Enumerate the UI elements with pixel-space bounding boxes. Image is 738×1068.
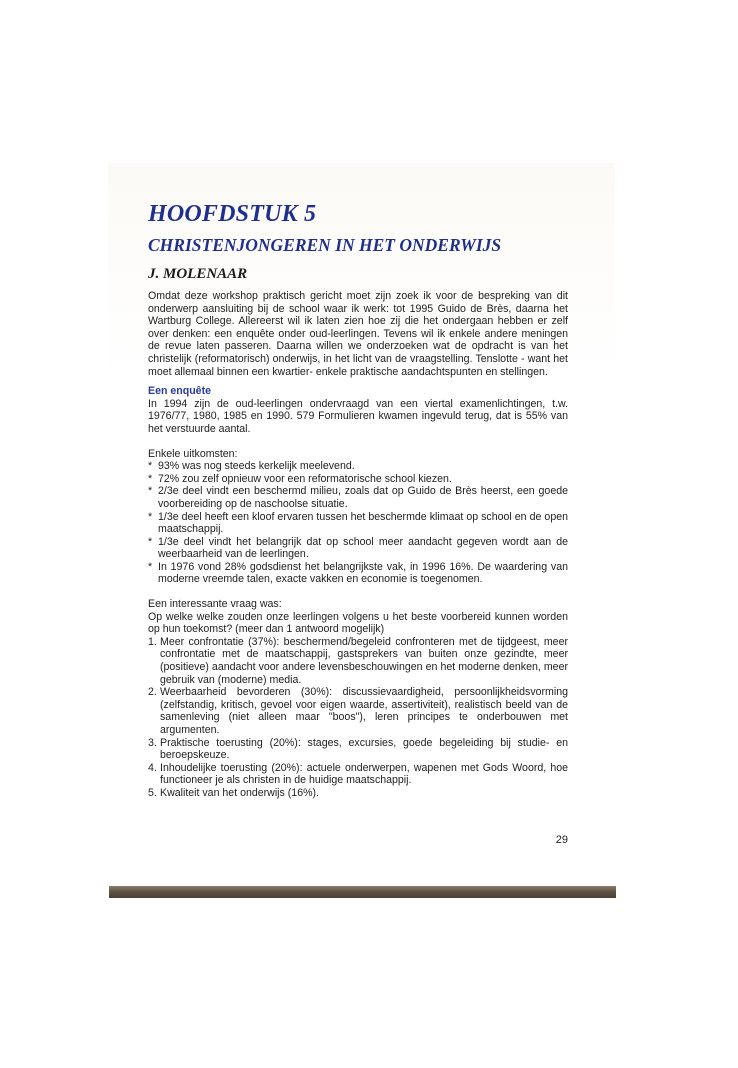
chapter-title: HOOFDSTUK 5 (148, 201, 317, 227)
list-item-text: 1/3e deel heeft een kloof ervaren tussen het beschermde klimaat op school en de open maatschappij. (158, 510, 568, 536)
section-heading: Een enquête (148, 385, 211, 398)
list-item (148, 762, 568, 787)
list-item-text: In 1976 vond 28% godsdienst het belangrijkste vak, in 1996 16%. De waardering van moderne vreemde talen, exacte vakken en economie is toegenomen. (158, 560, 568, 586)
survey-paragraph: In 1994 zijn de oud-leerlingen ondervraagd van een viertal examenlichtingen, t.w. 1976/77, 1980, 1985 en 1990. 579 Formulieren kwamen ingevuld terug, dat is 55% van het verstuurde aantal. (148, 397, 568, 435)
author-name: J. MOLENAAR (148, 266, 248, 282)
item-number: 3. (148, 736, 157, 749)
list-item-text: 1/3e deel vindt het belangrijk dat op school meer aandacht gegeven wordt aan de weerbaarheid van de leerlingen. (158, 535, 568, 561)
list-item-text: Meer confrontatie (37%): beschermend/begeleid confronteren met de tijdgeest, meer confrontatie met de maatschappij, gastsprekers van buiten onze gezindte, meer (positieve) aandacht voor andere levensbeschouwingen en het moderne denken, meer gebruik van (moderne) media. (160, 635, 568, 686)
page-content (148, 200, 568, 800)
list-item (148, 636, 568, 686)
page-number: 29 (555, 834, 568, 846)
question-text: Op welke welke zouden onze leerlingen volgens u het beste voorbereid kunnen worden op hun toekomst? (meer dan 1 antwoord mogelijk) (148, 610, 568, 636)
intro-paragraph: Omdat deze workshop praktisch gericht moet zijn zoek ik voor de bespreking van dit onderwerp aansluiting bij de school waar ik werk: tot 1995 Guido de Brès, daarna het Wartburg College. Allereerst wil ik laten zien hoe zij die het ondergaan hebben er zelf over denken: een enquête onder oud-leerlingen. Tevens wil ik enkele andere meningen de revue laten passeren. Daarna willen we onderzoeken wat de opdracht is van het christelijk (reformatorisch) onderwijs, in het licht van de vraagstelling. Tenslotte - want het moet allemaal binnen een kwartier- enkele praktische aandachtspunten en stellingen. (148, 290, 568, 378)
answers-list (148, 636, 568, 800)
list-item (148, 787, 568, 800)
list-item-text: Weerbaarheid bevorderen (30%): discussievaardigheid, persoonlijkheidsvorming (zelfstandig, kritisch, gevoel voor eigen waarde, assertiviteit), realistisch beeld van de samenleving (niet alleen maar "boos"), leren principes te onderbouwen met argumenten. (160, 686, 568, 736)
chapter-subtitle: CHRISTENJONGEREN IN HET ONDERWIJS (148, 235, 502, 255)
bullet-marker: * (148, 535, 153, 548)
list-item-text: Praktische toerusting (20%): stages, excursies, goede begeleiding bij studie- en beroepskeuze. (160, 736, 568, 762)
item-number: 2. (148, 686, 157, 699)
bullet-marker: * (148, 560, 153, 573)
bullet-marker: * (148, 472, 153, 485)
item-number: 5. (148, 786, 157, 799)
bullet-marker: * (148, 485, 153, 498)
list-item-text: 93% was nog steeds kerkelijk meelevend. (158, 460, 355, 473)
question-intro: Een interessante vraag was: (148, 598, 282, 611)
results-list (148, 460, 568, 586)
list-item (148, 485, 568, 510)
item-number: 1. (148, 635, 157, 648)
list-item (148, 561, 568, 586)
bottom-decorative-bar (109, 886, 616, 898)
item-number: 4. (148, 761, 157, 774)
list-item (148, 460, 568, 473)
list-item-text: 72% zou zelf opnieuw voor een reformatorische school kiezen. (158, 472, 452, 485)
bullet-marker: * (148, 510, 153, 523)
list-item-text: Inhoudelijke toerusting (20%): actuele onderwerpen, wapenen met Gods Woord, hoe functioneer je als christen in de huidige maatschappij. (160, 761, 568, 787)
list-item-text: Kwaliteit van het onderwijs (16%). (160, 786, 319, 799)
list-item-text: 2/3e deel vindt een beschermd milieu, zoals dat op Guido de Brès heerst, een goede voorbereiding op de naschoolse situatie. (158, 485, 568, 510)
results-intro: Enkele uitkomsten: (148, 447, 238, 460)
list-item (148, 511, 568, 536)
list-item (148, 536, 568, 561)
list-item (148, 686, 568, 736)
list-item (148, 737, 568, 762)
bullet-marker: * (148, 460, 153, 473)
list-item (148, 473, 568, 486)
